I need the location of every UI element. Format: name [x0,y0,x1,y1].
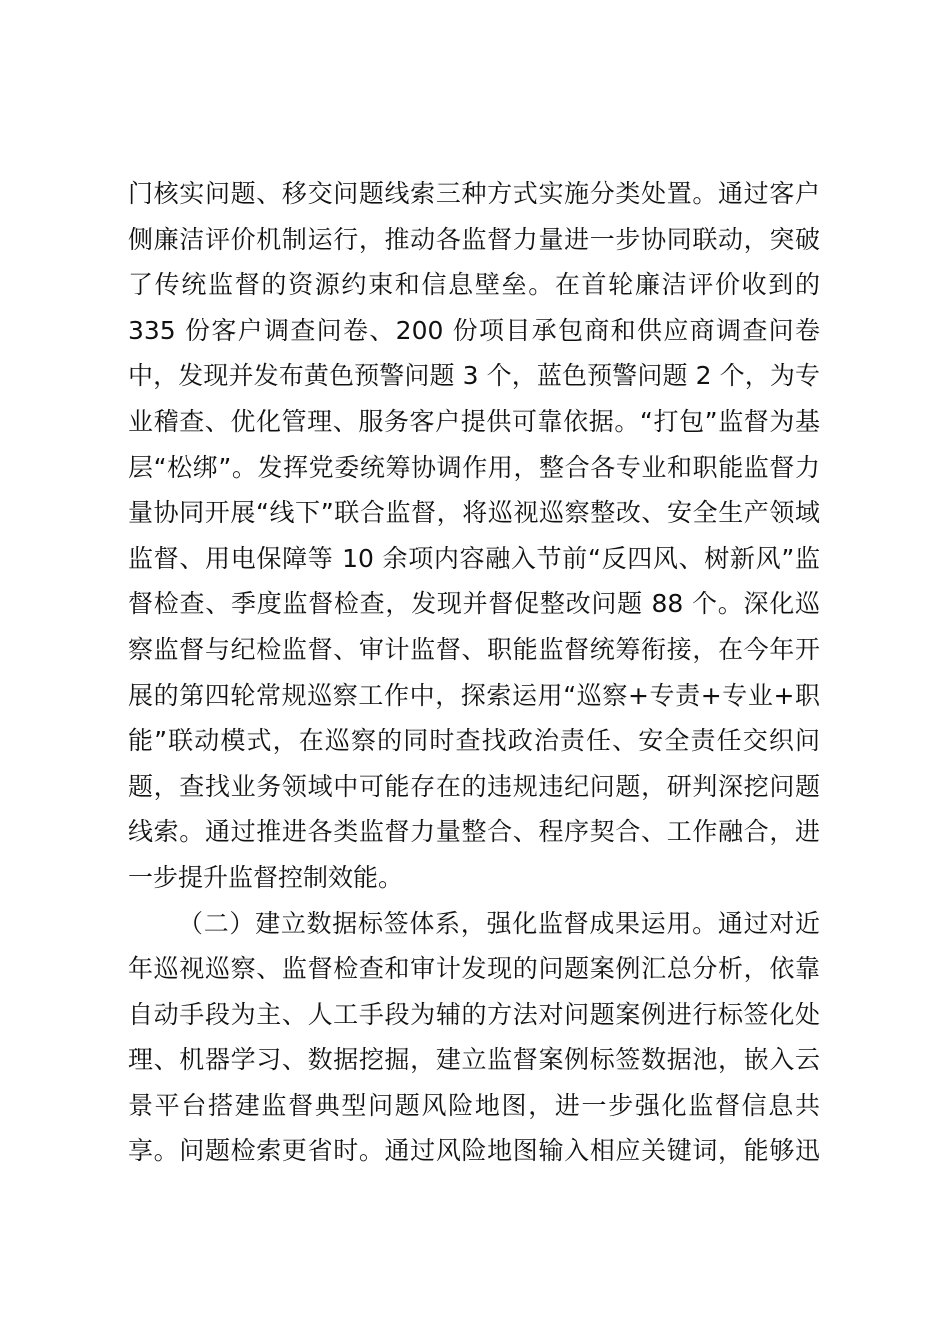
paragraph-end-line: 一步提升监督控制效能。 [128,862,404,892]
text-line: 量协同开展“线下”联合监督，将巡视巡察整改、安全生产领域 [128,498,820,528]
text-line: 业稽查、优化管理、服务客户提供可靠依据。“打包”监督为基 [128,406,820,436]
text-line: 景平台搭建监督典型问题风险地图，进一步强化监督信息共 [128,1090,820,1120]
text-line: 享。问题检索更省时。通过风险地图输入相应关键词，能够迅 [128,1136,820,1166]
text-line: 督检查、季度监督检查，发现并督促整改问题 88 个。深化巡 [128,589,820,619]
body-text [128,171,820,1174]
text-line: 题，查找业务领域中可能存在的违规违纪问题，研判深挖问题 [128,771,820,801]
text-line: 中，发现并发布黄色预警问题 3 个，蓝色预警问题 2 个，为专 [128,361,820,391]
text-line: 层“松绑”。发挥党委统筹协调作用，整合各专业和职能监督力 [128,452,820,482]
text-line: 展的第四轮常规巡察工作中，探索运用“巡察+专责+专业+职 [128,680,820,710]
text-line: 侧廉洁评价机制运行，推动各监督力量进一步协同联动，突破 [128,224,820,254]
text-line: 门核实问题、移交问题线索三种方式实施分类处置。通过客户 [128,179,820,208]
text-line: 了传统监督的资源约束和信息壁垒。在首轮廉洁评价收到的 [128,270,820,300]
text-line: 理、机器学习、数据挖掘，建立监督案例标签数据池，嵌入云 [128,1045,820,1075]
text-line: 监督、用电保障等 10 余项内容融入节前“反四风、树新风”监 [128,543,820,573]
text-line: 察监督与纪检监督、审计监督、职能监督统筹衔接，在今年开 [128,634,820,664]
section-heading-line: （二）建立数据标签体系，强化监督成果运用。通过对近 [178,908,820,938]
text-line: 335 份客户调查问卷、200 份项目承包商和供应商调查问卷 [128,315,820,345]
text-line: 能”联动模式，在巡察的同时查找政治责任、安全责任交织问 [128,726,820,756]
text-line: 线索。通过推进各类监督力量整合、程序契合、工作融合，进 [128,817,820,847]
text-line: 年巡视巡察、监督检查和审计发现的问题案例汇总分析，依靠 [128,954,820,984]
text-line: 自动手段为主、人工手段为辅的方法对问题案例进行标签化处 [128,999,820,1029]
